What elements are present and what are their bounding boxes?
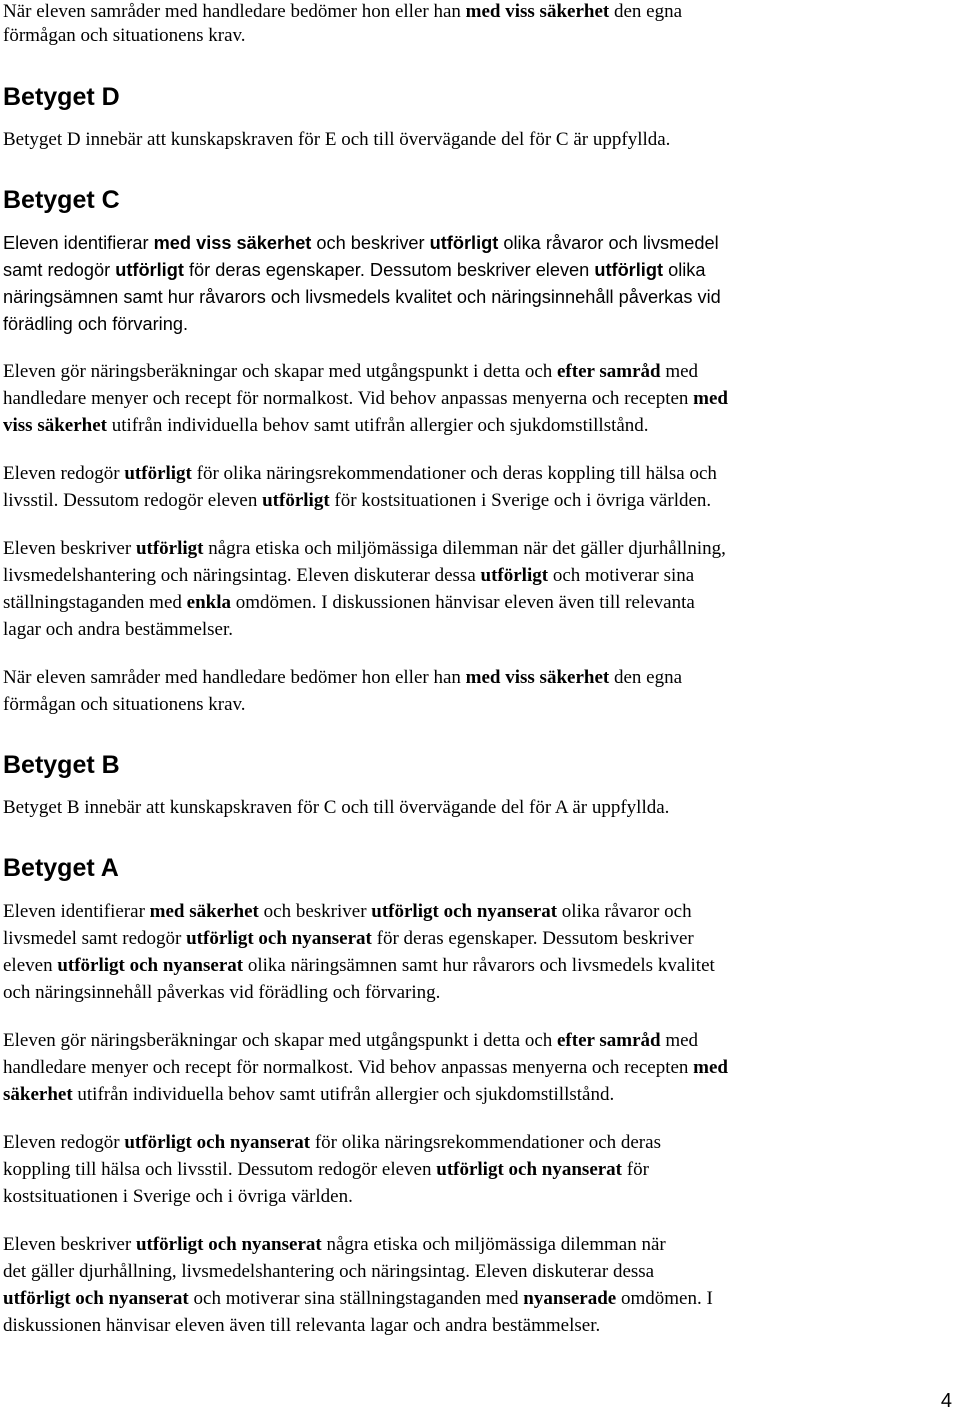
text-line [3,564,694,588]
text-segment: omdömen. I diskussionen hänvisar eleven även till relevanta [231,592,695,613]
text-line [3,387,728,411]
section-heading: Betyget C [3,186,120,214]
text-segment: förmågan och situationens krav. [3,694,246,715]
text-line [3,1260,654,1284]
section-heading: Betyget D [3,83,120,111]
bold-text-segment: utförligt [594,260,664,280]
text-line [3,258,706,282]
text-line [3,128,670,152]
text-segment: När eleven samråder med handledare bedömer hon eller han [3,667,466,688]
text-segment: och beskriver [311,233,430,253]
text-segment: olika [663,260,706,280]
text-segment: för olika näringsrekommendationer och deras koppling till hälsa och [191,463,717,484]
bold-text-segment: utförligt [480,565,549,586]
text-segment: När eleven samråder med handledare bedömer hon eller han [3,1,466,22]
text-line [3,927,694,951]
text-segment: olika råvaror och livsmedel [498,233,719,253]
bold-text-segment: utförligt och nyanserat [436,1159,623,1180]
text-segment: det gäller djurhållning, livsmedelshantering och näringsintag. Eleven diskuterar dessa [3,1261,655,1282]
text-segment: utifrån individuella behov samt utifrån allergier och sjukdomstillstånd. [72,1084,615,1105]
bold-text-segment: utförligt och nyanserat [135,1234,322,1255]
bold-text-segment: viss säkerhet [3,415,107,436]
bold-text-segment: med viss säkerhet [465,1,610,22]
bold-text-segment: säkerhet [3,1084,73,1105]
text-segment: för deras egenskaper. Dessutom beskriver [371,928,694,949]
text-segment: för olika näringsrekommendationer och deras [310,1132,661,1153]
text-segment: omdömen. I [616,1288,713,1309]
text-segment: med [660,361,699,382]
text-line [3,360,698,384]
text-segment: livsstil. Dessutom redogör eleven [3,490,263,511]
text-line [3,796,669,820]
text-segment: handledare menyer och recept för normalkost. Vid behov anpassas menyerna och recepten [3,388,694,409]
text-line [3,618,233,642]
bold-text-segment: utförligt och nyanserat [57,955,244,976]
text-line [3,954,715,978]
text-segment: förädling och förvaring. [3,314,189,334]
bold-text-segment: med viss säkerhet [153,233,312,253]
text-segment: den egna [609,1,683,22]
bold-text-segment: med viss säkerhet [465,667,610,688]
text-line [3,489,711,513]
text-segment: Eleven identifierar [3,901,150,922]
bold-text-segment: med [693,1057,728,1078]
bold-text-segment: utförligt [262,490,330,511]
text-segment: samt redogör [3,260,116,280]
bold-text-segment: utförligt [115,260,184,280]
bold-text-segment: efter samråd [557,1030,661,1051]
text-line [3,285,721,309]
text-line [3,591,695,615]
text-segment: den egna [609,667,683,688]
text-line [3,462,717,486]
text-segment: för kostsituationen i Sverige och i övriga världen. [329,490,712,511]
section-heading: Betyget B [3,751,120,779]
text-line [3,666,682,690]
bold-text-segment: med säkerhet [149,901,259,922]
text-segment: förmågan och situationens krav. [3,25,246,46]
text-segment: olika näringsämnen samt hur råvarors och livsmedels kvalitet [243,955,715,976]
text-segment: näringsämnen samt hur råvarors och livsmedels kvalitet och näringsinnehåll påverkas vid [3,287,721,307]
text-line [3,1131,661,1155]
text-segment: Eleven redogör [3,463,125,484]
text-segment: ställningstaganden med [3,592,187,613]
text-segment: Betyget D innebär att kunskapskraven för E och till övervägande del för C är uppfyllda. [3,129,671,150]
text-segment: och motiverar sina ställningstaganden med [188,1288,524,1309]
text-segment: koppling till hälsa och livsstil. Dessutom redogör eleven [3,1159,437,1180]
bold-text-segment: utförligt och nyanserat [124,1132,311,1153]
text-segment: och näringsinnehåll påverkas vid förädling och förvaring. [3,982,441,1003]
text-segment: olika råvaror och [557,901,692,922]
text-segment: Eleven gör näringsberäkningar och skapar med utgångspunkt i detta och [3,1030,557,1051]
text-line [3,414,649,438]
text-segment: några etiska och miljömässiga dilemman när det gäller djurhållning, [203,538,726,559]
text-line [3,231,719,255]
text-segment: diskussionen hänvisar eleven även till relevanta lagar och andra bestämmelser. [3,1315,601,1336]
bold-text-segment: utförligt och nyanserat [371,901,558,922]
text-segment: handledare menyer och recept för normalkost. Vid behov anpassas menyerna och recepten [3,1057,694,1078]
text-line [3,981,440,1005]
section-heading: Betyget A [3,854,119,882]
text-line [3,1158,649,1182]
text-line [3,900,692,924]
text-line [3,1083,614,1107]
bold-text-segment: utförligt och nyanserat [186,928,372,949]
text-segment: för [622,1159,649,1180]
bold-text-segment: med [693,388,728,409]
text-segment: Eleven identifierar [3,233,154,253]
text-line [3,693,246,717]
text-segment: Eleven beskriver [3,538,136,559]
text-line [3,1287,713,1311]
text-line [3,312,188,336]
text-segment: eleven [3,955,58,976]
bold-text-segment: nyanserade [523,1288,617,1309]
text-segment: livsmedelshantering och näringsintag. Eleven diskuterar dessa [3,565,481,586]
text-segment: Eleven gör näringsberäkningar och skapar med utgångspunkt i detta och [3,361,557,382]
text-line [3,1314,600,1338]
bold-text-segment: utförligt [124,463,192,484]
text-line [3,0,682,24]
text-line [3,24,246,48]
bold-text-segment: utförligt [135,538,204,559]
text-segment: och motiverar sina [548,565,695,586]
text-segment: utifrån individuella behov samt utifrån allergier och sjukdomstillstånd. [106,415,649,436]
text-segment: Eleven beskriver [3,1234,136,1255]
bold-text-segment: utförligt och nyanserat [3,1288,189,1309]
text-segment: Betyget B innebär att kunskapskraven för C och till övervägande del för A är uppfyllda. [3,797,670,818]
text-segment: lagar och andra bestämmelser. [3,619,234,640]
text-segment: kostsituationen i Sverige och i övriga världen. [3,1186,353,1207]
text-segment: Eleven redogör [3,1132,125,1153]
text-line [3,1233,666,1257]
text-line [3,1029,698,1053]
bold-text-segment: enkla [186,592,231,613]
text-segment: för deras egenskaper. Dessutom beskriver eleven [183,260,595,280]
text-segment: med [660,1030,699,1051]
text-line [3,1185,353,1209]
text-segment: och beskriver [258,901,372,922]
bold-text-segment: utförligt [429,233,499,253]
text-line [3,1056,728,1080]
text-line [3,537,726,561]
text-segment: några etiska och miljömässiga dilemman när [321,1234,666,1255]
text-segment: livsmedel samt redogör [3,928,187,949]
bold-text-segment: efter samråd [557,361,661,382]
page-number: 4 [940,1390,952,1412]
